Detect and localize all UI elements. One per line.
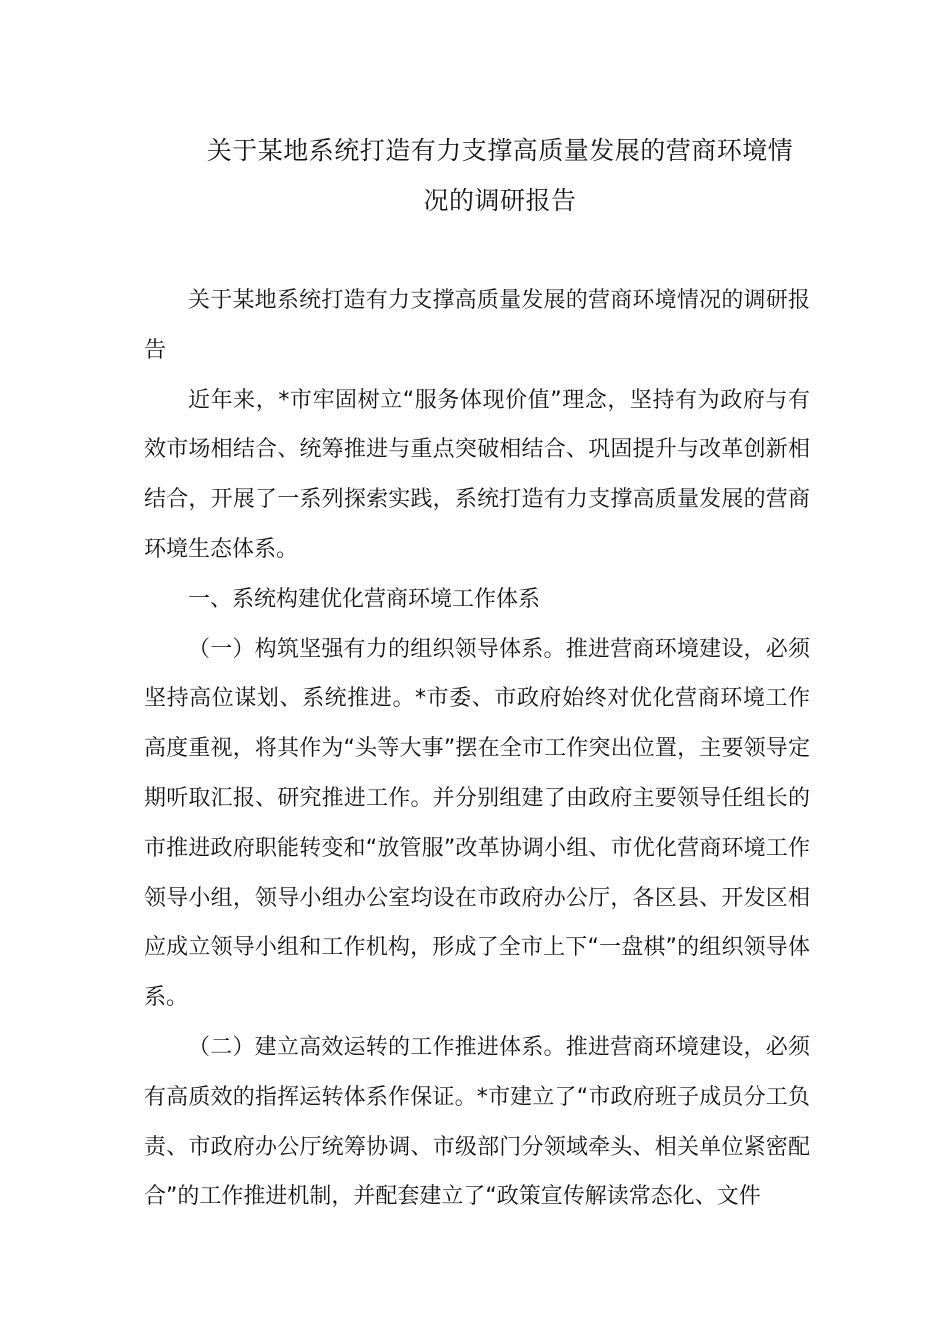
section-heading-1: 一、系统构建优化营商环境工作体系	[188, 586, 541, 612]
document-title-line-1: 关于某地系统打造有力支撑高质量发展的营商环境情	[206, 136, 794, 165]
paragraph-subtitle: 关于某地系统打造有力支撑高质量发展的营商环境情况的调研报告	[144, 288, 810, 363]
paragraph-intro: 近年来，*市牢固树立“服务体现价值”理念，坚持有为政府与有效市场相结合、统筹推进与重点突破相结合、巩固提升与改革创新相结合，开展了一系列探索实践，系统打造有力支撑高质量发展的营商环境生态体系。	[144, 387, 810, 562]
paragraph-section-1-2: （二）建立高效运转的工作推进体系。推进营商环境建设，必须有高质效的指挥运转体系作保证。*市建立了“市政府班子成员分工负责、市政府办公厅统筹协调、市级部门分领域牵头、相关单位紧密配合”的工作推进机制，并配套建立了“政策宣传解读常态化、文件	[144, 1034, 810, 1210]
paragraph-section-1-1: （一）构筑坚强有力的组织领导体系。推进营商环境建设，必须坚持高位谋划、系统推进。*市委、市政府始终对优化营商环境工作高度重视，将其作为“头等大事”摆在全市工作突出位置，主要领导定期听取汇报、研究推进工作。并分别组建了由政府主要领导任组长的市推进政府职能转变和“放管服”改革协调小组、市优化营商环境工作领导小组，领导小组办公室均设在市政府办公厅，各区县、开发区相应成立领导小组和工作机构，形成了全市上下“一盘棋”的组织领导体系。	[144, 636, 810, 1011]
document-title-line-2: 况的调研报告	[423, 186, 577, 215]
document-body	[144, 276, 810, 1222]
